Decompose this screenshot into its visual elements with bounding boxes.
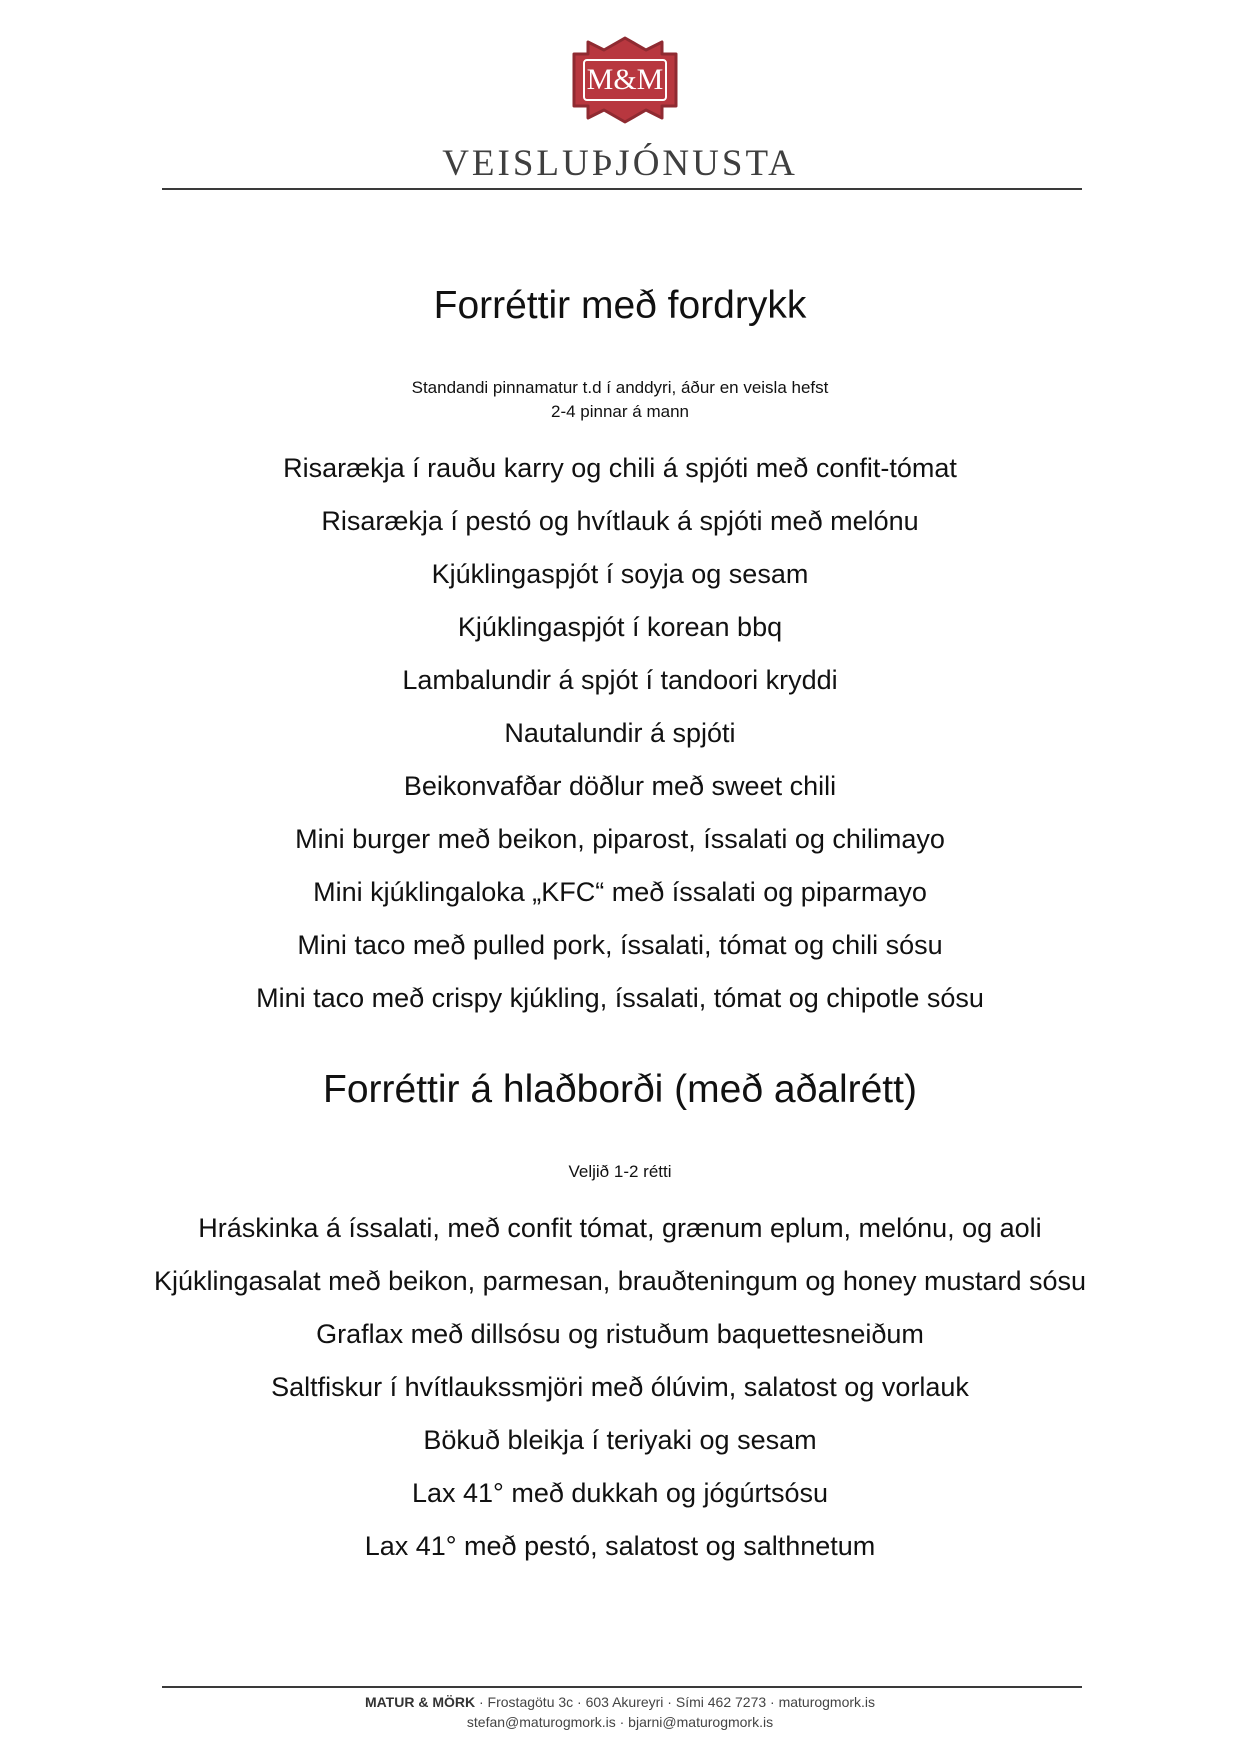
menu-item: Mini taco með crispy kjúkling, íssalati, tómat og chipotle sósu [256,983,984,1013]
menu-item: Lax 41° með dukkah og jógúrtsósu [411,1478,829,1508]
subtitle-line: 2-4 pinnar á mann [551,402,689,421]
logo [0,30,1240,130]
footer-divider [162,1686,1082,1688]
logo-text: M&M [586,63,664,96]
menu-list-fordrykk [0,452,1240,1035]
menu-item: Risarækja í pestó og hvítlauk á spjóti með melónu [321,506,919,536]
footer-company: MATUR & MÖRK [364,1694,476,1710]
section-title-fordrykk: Forréttir með fordrykk [433,284,807,327]
menu-item: Nautalundir á spjóti [504,718,736,748]
footer [0,1692,1240,1732]
menu-item: Lambalundir á spjót í tandoori kryddi [402,665,838,695]
header-divider [162,188,1082,190]
menu-item: Mini taco með pulled pork, íssalati, tómat og chili sósu [297,930,943,960]
section-subtitle-fordrykk [0,376,1240,424]
logo-badge-icon [568,36,682,124]
footer-emails: stefan@maturogmork.is · bjarni@maturogmork.is [466,1714,774,1730]
menu-item: Beikonvafðar döðlur með sweet chili [403,771,837,801]
menu-item: Saltfiskur í hvítlaukssmjöri með ólúvim, salatost og vorlauk [271,1372,969,1402]
menu-item: Lax 41° með pestó, salatost og salthnetum [364,1531,876,1561]
footer-address-line: · Frostagötu 3c · 603 Akureyri · Sími 462 7273 · maturogmork.is [479,1694,876,1710]
menu-item: Risarækja í rauðu karry og chili á spjóti með confit-tómat [283,453,957,483]
menu-list-hladbord [0,1212,1240,1583]
subtitle-line: Standandi pinnamatur t.d í anddyri, áður en veisla hefst [411,378,829,397]
footer-address [0,1692,1240,1712]
section-subtitle-hladbord: Veljið 1-2 rétti [568,1162,672,1181]
menu-item: Bökuð bleikja í teriyaki og sesam [423,1425,817,1455]
menu-item: Kjúklingasalat með beikon, parmesan, brauðteningum og honey mustard sósu [153,1266,1087,1296]
menu-item: Kjúklingaspjót í soyja og sesam [431,559,809,589]
menu-item: Kjúklingaspjót í korean bbq [457,612,783,642]
menu-item: Graflax með dillsósu og ristuðum baquettesneiðum [316,1319,924,1349]
menu-item: Mini burger með beikon, piparost, íssalati og chilimayo [295,824,945,854]
section-title-hladbord: Forréttir á hlaðborði (með aðalrétt) [323,1068,917,1111]
menu-item: Mini kjúklingaloka „KFC“ með íssalati og piparmayo [313,877,927,907]
menu-item: Hráskinka á íssalati, með confit tómat, grænum eplum, melónu, og aoli [198,1213,1042,1243]
brand-name: VEISLUÞJÓNUSTA [442,143,798,184]
